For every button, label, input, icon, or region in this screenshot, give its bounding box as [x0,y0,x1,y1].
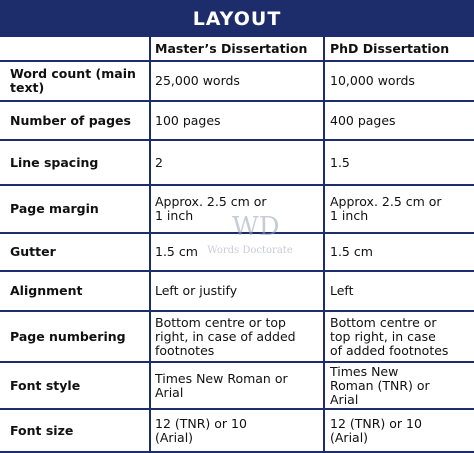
row-label: Font style [0,362,150,409]
masters-cell: 25,000 words [150,61,324,101]
phd-cell: Approx. 2.5 cm or 1 inch [324,185,474,233]
header-cell-empty [0,37,150,61]
masters-cell: Bottom centre or top right, in case of added footnotes [150,311,324,362]
phd-cell: 1.5 cm [324,233,474,271]
row-label: Page numbering [0,311,150,362]
header-cell-masters: Master’s Dissertation [150,37,324,61]
table-row [0,185,474,233]
layout-table [0,37,474,453]
table-row [0,101,474,140]
watermark-logo-text: WD [232,212,280,242]
masters-cell: Times New Roman or Arial [150,362,324,409]
phd-cell: 10,000 words [324,61,474,101]
masters-cell: 12 (TNR) or 10 (Arial) [150,409,324,452]
row-label: Word count (main text) [0,61,150,101]
phd-cell: 12 (TNR) or 10 (Arial) [324,409,474,452]
table-header-row [0,37,474,61]
watermark-text: Words Doctorate [207,245,293,256]
table-row [0,233,474,271]
phd-cell: Left [324,271,474,311]
row-label: Font size [0,409,150,452]
table-row [0,271,474,311]
masters-cell: 1.5 cm [150,233,324,271]
phd-cell: Times New Roman (TNR) or Arial [324,362,474,409]
row-label: Line spacing [0,140,150,185]
header-cell-phd: PhD Dissertation [324,37,474,61]
row-label: Gutter [0,233,150,271]
phd-cell: 400 pages [324,101,474,140]
table-row [0,311,474,362]
row-label: Page margin [0,185,150,233]
page-title-text: LAYOUT [192,7,282,30]
masters-cell: 100 pages [150,101,324,140]
masters-cell: 2 [150,140,324,185]
table-row [0,61,474,101]
page-title [0,0,474,37]
table-row [0,140,474,185]
table-row [0,362,474,409]
row-label: Number of pages [0,101,150,140]
row-label: Alignment [0,271,150,311]
table-row [0,409,474,452]
phd-cell: Bottom centre or top right, in case of added footnotes [324,311,474,362]
masters-cell: Left or justify [150,271,324,311]
phd-cell: 1.5 [324,140,474,185]
masters-cell: Approx. 2.5 cm or 1 inch [150,185,324,233]
